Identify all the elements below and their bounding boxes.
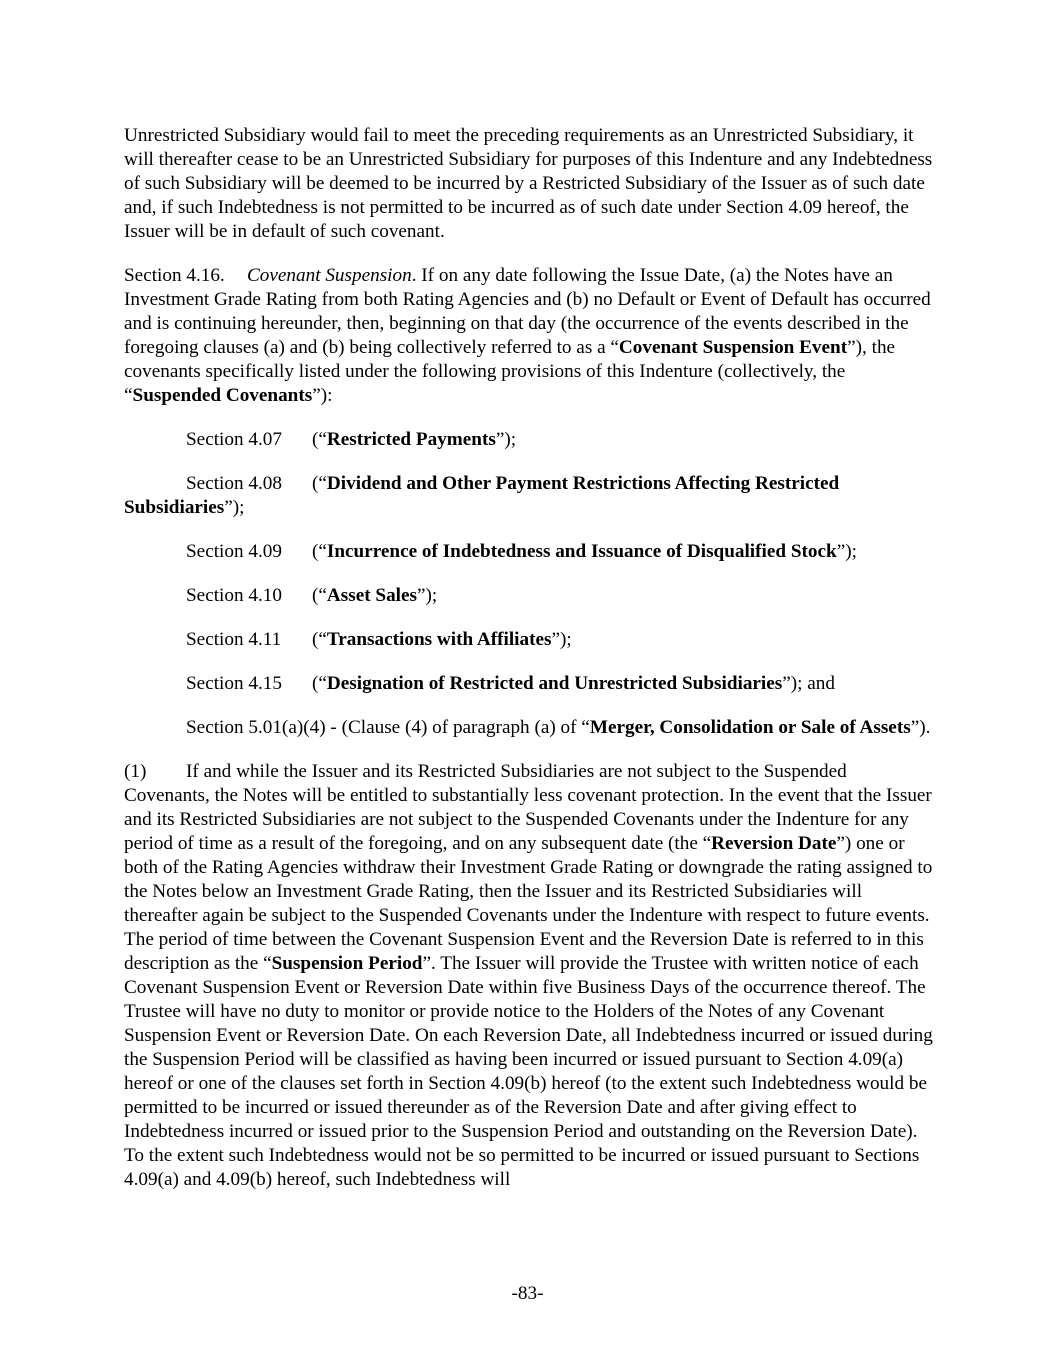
paragraph-number: (1) (124, 761, 147, 782)
page-number: -83- (511, 1283, 544, 1304)
covenant-title: Restricted Payments (326, 429, 496, 450)
covenant-open-quote: (“ (312, 541, 327, 562)
covenant-section-number: Section 4.08 (186, 473, 282, 494)
numbered-paragraph-text-a: If and while the Issuer and its Restricted Subsidiaries are not subject to the Suspended Covenants, the Notes will be entitled to substantially less covenant protection. In the event that the Issuer and its Restricted Subsidiaries are not subject to the Suspended Covenants under the Indenture for any period of time as a result of the foregoing, and on any subsequent date (the “ (124, 761, 932, 854)
numbered-paragraph-1 (124, 760, 936, 1192)
covenant-section-number: Section 4.15 (186, 673, 282, 694)
covenant-close-quote: ”); (551, 629, 572, 650)
covenant-item (124, 584, 936, 608)
covenant-close-quote: ”); (416, 585, 438, 606)
covenant-item (124, 540, 936, 564)
covenant-item (124, 672, 936, 696)
covenant-open-quote: (“ (312, 429, 327, 450)
section-4-16-paragraph (124, 264, 936, 408)
covenant-open-quote: (“ (312, 473, 327, 494)
covenant-title: Dividend and Other Payment Restrictions Affecting Restricted Subsidiaries (124, 473, 840, 518)
covenant-section-number: Section 4.09 (186, 541, 282, 562)
document-page (124, 124, 936, 1192)
covenant-item (124, 628, 936, 652)
term-reversion-date: Reversion Date (711, 833, 837, 854)
covenant-title: Transactions with Affiliates (326, 629, 552, 650)
section-4-16-number: Section 4.16. (124, 265, 225, 286)
covenant-section-number: Section 4.11 (186, 629, 282, 650)
section-4-16-text-c: ”): (312, 385, 333, 406)
covenant-item (124, 428, 936, 452)
covenant-item-5-01 (124, 716, 936, 740)
covenant-open-quote: (“ (312, 673, 327, 694)
covenant-section-number: Section 4.07 (186, 429, 282, 450)
covenant-close-quote: ”); (495, 429, 517, 450)
numbered-paragraph-text-c: ”. The Issuer will provide the Trustee with written notice of each Covenant Suspension Event or Reversion Date within five Business Days of the occurrence thereof. The Trustee will have no duty to monitor or provide notice to the Holders of the Notes of any Covenant Suspension Event or Reversion Date. On each Reversion Date, all Indebtedness incurred or issued during the Suspension Period will be classified as having been incurred or issued pursuant to Section 4.09(a) hereof or one of the clauses set forth in Section 4.09(b) hereof (to the extent such Indebtedness would be permitted to be incurred or issued thereunder as of the Reversion Date and after giving effect to Indebtedness incurred or issued prior to the Suspension Period and outstanding on the Reversion Date). To the extent such Indebtedness would not be so permitted to be incurred or issued pursuant to Sections 4.09(a) and 4.09(b) hereof, such Indebtedness will (124, 953, 933, 1190)
covenant-5-01-text: Section 5.01(a)(4) - (Clause (4) of paragraph (a) of “ (186, 717, 590, 738)
covenant-5-01-close: ”). (910, 717, 931, 738)
covenant-title: Asset Sales (326, 585, 417, 606)
covenant-close-quote: ”); (836, 541, 857, 562)
term-covenant-suspension-event: Covenant Suspension Event (618, 337, 848, 358)
section-4-16-text-b: ”), the covenants specifically listed under the following provisions of this Indenture (collectively, the “ (124, 337, 896, 406)
section-4-16-title: Covenant Suspension (247, 265, 412, 286)
numbered-paragraph-text-b: ”) one or both of the Rating Agencies withdraw their Investment Grade Rating or downgrade the rating assigned to the Notes below an Investment Grade Rating, then the Issuer and its Restricted Subsidiaries will thereafter again be subject to the Suspended Covenants under the Indenture with respect to future events. The period of time between the Covenant Suspension Event and the Reversion Date is referred to in this description as the “ (124, 833, 933, 974)
section-4-16-text-a: . If on any date following the Issue Date, (a) the Notes have an Investment Grade Rating from both Rating Agencies and (b) no Default or Event of Default has occurred and is continuing hereunder, then, beginning on that day (the occurrence of the events described in the foregoing clauses (a) and (b) being collectively referred to as a “ (124, 265, 931, 358)
covenant-close-quote: ”); (224, 497, 245, 518)
covenant-item (124, 472, 936, 520)
term-suspended-covenants: Suspended Covenants (132, 385, 313, 406)
paragraph-unrestricted-subsidiary: Unrestricted Subsidiary would fail to meet the preceding requirements as an Unrestricted Subsidiary, it will thereafter cease to be an Unrestricted Subsidiary for purposes of this Indenture and any Indebtedness of such Subsidiary will be deemed to be incurred by a Restricted Subsidiary of the Issuer as of such date and, if such Indebtedness is not permitted to be incurred as of such date under Section 4.09 hereof, the Issuer will be in default of such covenant. (124, 125, 933, 242)
covenant-section-number: Section 4.10 (186, 585, 282, 606)
covenant-close-quote: ”); and (782, 673, 835, 694)
covenant-5-01-title: Merger, Consolidation or Sale of Assets (589, 717, 911, 738)
covenant-title: Incurrence of Indebtedness and Issuance of Disqualified Stock (326, 541, 837, 562)
covenant-open-quote: (“ (312, 585, 327, 606)
term-suspension-period: Suspension Period (271, 953, 423, 974)
covenant-title: Designation of Restricted and Unrestricted Subsidiaries (326, 673, 783, 694)
covenant-open-quote: (“ (312, 629, 327, 650)
